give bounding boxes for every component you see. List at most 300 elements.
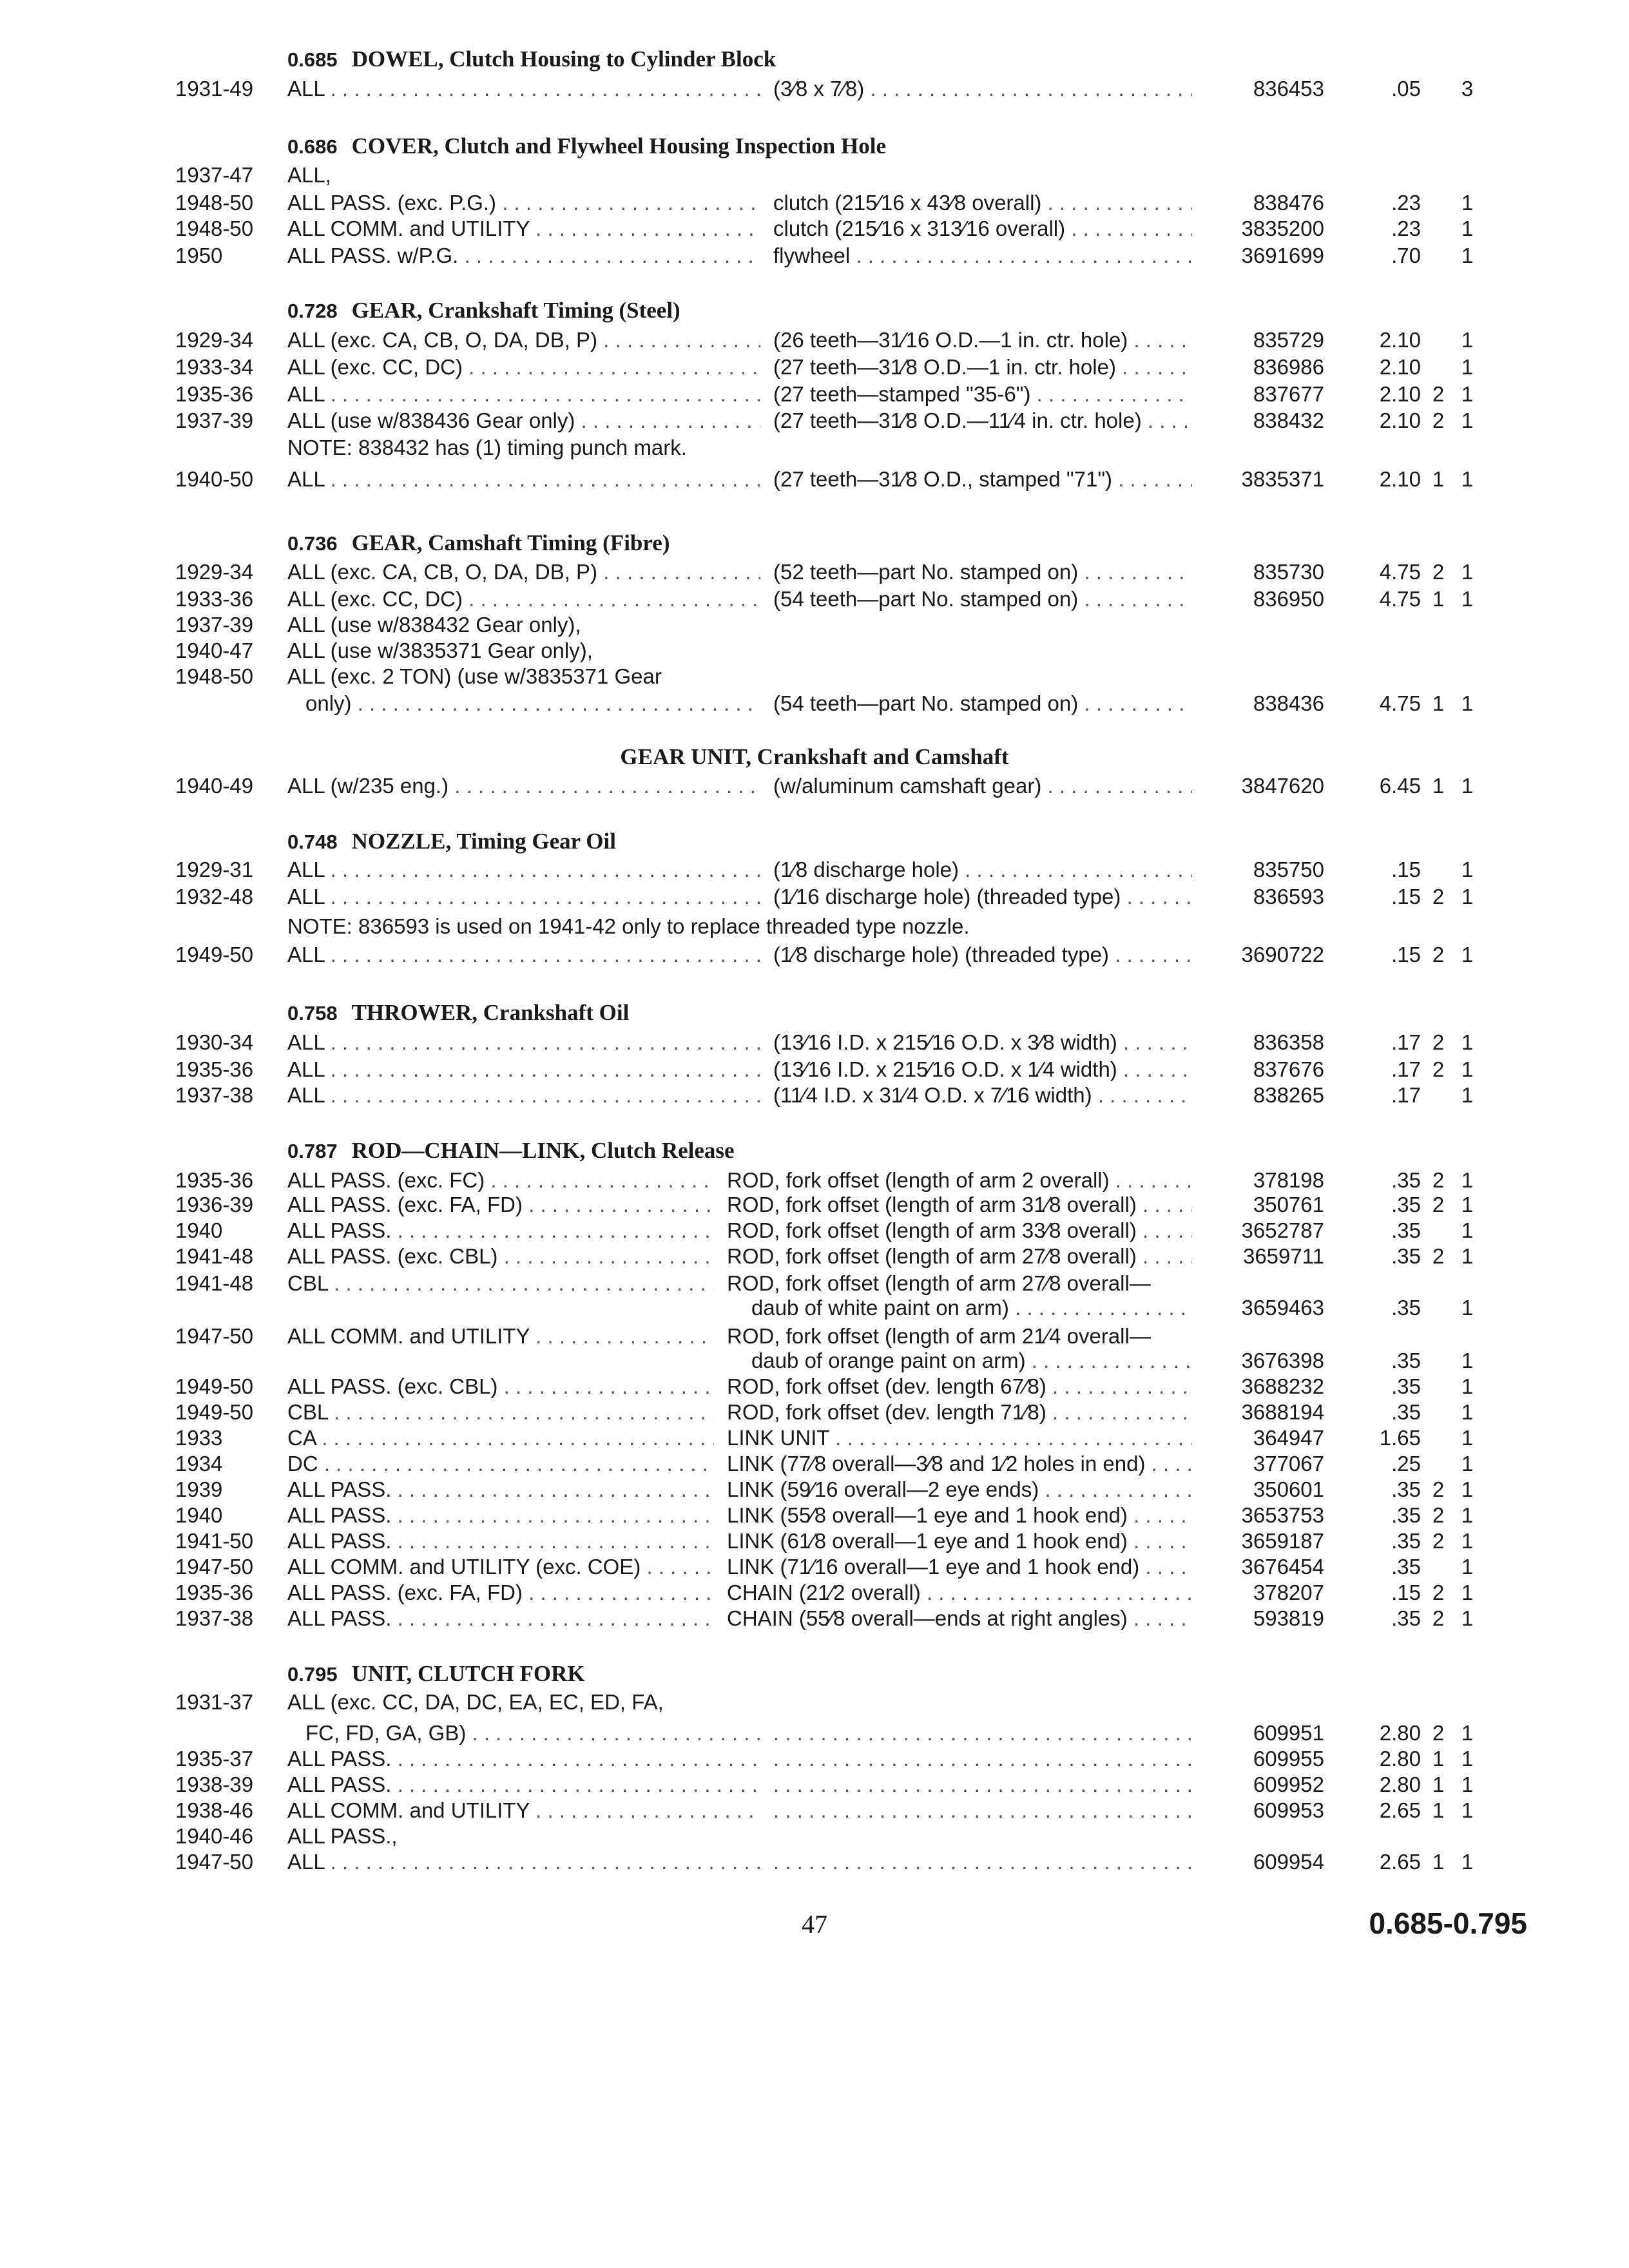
entry-description: ROD, fork offset (dev. length 71⁄8) . . . bbox=[727, 1399, 1192, 1425]
page-number: 47 bbox=[802, 1910, 827, 1939]
entry-part-number: 609954 bbox=[1253, 1850, 1324, 1874]
entry-part-number: 378207 bbox=[1253, 1581, 1324, 1604]
entry-description: (54 teeth—part No. stamped on) . . . bbox=[773, 691, 1192, 716]
entry-description: (1⁄16 discharge hole) (threaded type) . . . bbox=[773, 884, 1192, 910]
entry-qty-a: 2 bbox=[1432, 560, 1445, 584]
entry-price: 2.80 bbox=[1379, 1773, 1421, 1796]
entry-qty-b: 1 bbox=[1461, 1193, 1474, 1216]
entry-application: ALL PASS. . . . bbox=[287, 1528, 714, 1554]
entry-application: ALL (use w/838436 Gear only) . . . bbox=[287, 408, 760, 434]
entry-qty-b: 1 bbox=[1461, 1296, 1474, 1320]
section-number: 0.685 bbox=[287, 48, 338, 71]
entry-part-number: 3659187 bbox=[1241, 1529, 1324, 1553]
entry-part-number: 3847620 bbox=[1241, 774, 1324, 798]
entry-year: 1935-36 bbox=[175, 382, 254, 406]
entry-price: 2.10 bbox=[1379, 408, 1421, 432]
section-title: ROD—CHAIN—LINK, Clutch Release bbox=[351, 1138, 735, 1163]
entry-qty-a: 1 bbox=[1432, 1850, 1445, 1874]
entry-part-number: 836593 bbox=[1253, 885, 1324, 908]
entry-application: ALL . . . bbox=[287, 942, 760, 968]
section-header bbox=[287, 829, 616, 854]
entry-qty-a: 2 bbox=[1432, 1503, 1445, 1527]
entry-price: .35 bbox=[1391, 1477, 1421, 1501]
entry-qty-b: 1 bbox=[1461, 560, 1474, 584]
entry-qty-b: 1 bbox=[1461, 1798, 1474, 1822]
entry-qty-b: 1 bbox=[1461, 1850, 1474, 1874]
entry-price: .35 bbox=[1391, 1349, 1421, 1372]
entry-qty-a: 1 bbox=[1432, 691, 1445, 715]
entry-part-number: 3688232 bbox=[1241, 1374, 1324, 1398]
entry-qty-b: 1 bbox=[1461, 1452, 1474, 1475]
entry-description: LINK (59⁄16 overall—2 eye ends) . . . bbox=[727, 1477, 1192, 1503]
entry-year: 1937-39 bbox=[175, 408, 254, 432]
entry-part-number: 838436 bbox=[1253, 691, 1324, 715]
entry-application: ALL (use w/3835371 Gear only), bbox=[287, 639, 593, 662]
entry-qty-b: 1 bbox=[1461, 1747, 1474, 1771]
entry-qty-a: 1 bbox=[1432, 774, 1445, 798]
page-range: 0.685-0.795 bbox=[1369, 1907, 1527, 1940]
entry-description: clutch (215⁄16 x 313⁄16 overall) . . . bbox=[773, 216, 1192, 242]
entry-qty-b: 1 bbox=[1461, 1555, 1474, 1579]
entry-qty-b: 1 bbox=[1461, 885, 1474, 908]
entry-application: ALL PASS. . . . bbox=[287, 1606, 714, 1631]
entry-year: 1940-49 bbox=[175, 774, 254, 798]
entry-description: daub of orange paint on arm) . . . bbox=[751, 1348, 1192, 1374]
entry-price: 2.10 bbox=[1379, 328, 1421, 352]
entry-application: ALL PASS. (exc. FA, FD) . . . bbox=[287, 1192, 714, 1218]
entry-description: (27 teeth—31⁄8 O.D.—11⁄4 in. ctr. hole) . . . bbox=[773, 408, 1192, 434]
section-number: 0.787 bbox=[287, 1140, 338, 1162]
entry-description: ROD, fork offset (length of arm 2 overall) . . . bbox=[727, 1168, 1192, 1193]
section-title: UNIT, CLUTCH FORK bbox=[351, 1661, 585, 1686]
entry-qty-b: 1 bbox=[1461, 382, 1474, 406]
entry-description: (13⁄16 I.D. x 215⁄16 O.D. x 1⁄4 width) . . . bbox=[773, 1057, 1192, 1082]
section-number: 0.795 bbox=[287, 1663, 338, 1686]
entry-part-number: 3835200 bbox=[1241, 216, 1324, 240]
entry-qty-b: 1 bbox=[1461, 408, 1474, 432]
entry-price: .35 bbox=[1391, 1555, 1421, 1579]
entry-qty-a: 2 bbox=[1432, 1168, 1445, 1192]
entry-description: (3⁄8 x 7⁄8) . . . bbox=[773, 76, 1192, 102]
entry-year: 1941-50 bbox=[175, 1529, 254, 1553]
entry-description: LINK (77⁄8 overall—3⁄8 and 1⁄2 holes in end) . . . bbox=[727, 1451, 1192, 1477]
entry-application: ALL (exc. CC, DC) . . . bbox=[287, 586, 760, 612]
entry-qty-b: 1 bbox=[1461, 1477, 1474, 1501]
section-header bbox=[287, 1138, 735, 1164]
entry-year: 1930-34 bbox=[175, 1030, 254, 1054]
entry-description: LINK UNIT . . . bbox=[727, 1425, 1192, 1451]
entry-year: 1940-50 bbox=[175, 467, 254, 491]
entry-year: 1933-34 bbox=[175, 355, 254, 379]
entry-application: ALL PASS. w/P.G. . . . bbox=[287, 243, 760, 269]
entry-year: 1938-39 bbox=[175, 1773, 254, 1796]
entry-description-leader bbox=[773, 1849, 1192, 1875]
entry-part-number: 609951 bbox=[1253, 1721, 1324, 1745]
entry-application: ALL PASS. . . . bbox=[287, 1218, 714, 1244]
entry-application: ALL PASS. (exc. FA, FD) . . . bbox=[287, 1580, 714, 1606]
entry-part-number: 3690722 bbox=[1241, 943, 1324, 966]
entry-part-number: 3688194 bbox=[1241, 1400, 1324, 1424]
section-header bbox=[287, 1661, 585, 1687]
entry-qty-b: 1 bbox=[1461, 355, 1474, 379]
entry-description: (1⁄8 discharge hole) (threaded type) . . . bbox=[773, 942, 1192, 968]
entry-application: ALL . . . bbox=[287, 1849, 760, 1875]
entry-part-number: 3659711 bbox=[1242, 1244, 1324, 1268]
entry-application: ALL COMM. and UTILITY . . . bbox=[287, 216, 760, 242]
section-title: COVER, Clutch and Flywheel Housing Inspection Hole bbox=[351, 133, 886, 159]
entry-description: (27 teeth—31⁄8 O.D.—1 in. ctr. hole) . . . bbox=[773, 354, 1192, 380]
entry-application: ALL PASS. (exc. P.G.) . . . bbox=[287, 190, 760, 216]
entry-price: .23 bbox=[1391, 191, 1421, 215]
entry-year: 1940 bbox=[175, 1218, 223, 1242]
entry-description: (52 teeth—part No. stamped on) . . . bbox=[773, 559, 1192, 585]
entry-description: (26 teeth—31⁄16 O.D.—1 in. ctr. hole) . . . bbox=[773, 327, 1192, 353]
entry-part-number: 3691699 bbox=[1241, 244, 1324, 267]
section-title: THROWER, Crankshaft Oil bbox=[351, 1000, 630, 1025]
entry-description: (54 teeth—part No. stamped on) . . . bbox=[773, 586, 1192, 612]
entry-price: .35 bbox=[1391, 1193, 1421, 1216]
entry-qty-b: 1 bbox=[1461, 1244, 1474, 1268]
entry-application: ALL (exc. CA, CB, O, DA, DB, P) . . . bbox=[287, 327, 760, 353]
entry-qty-b: 1 bbox=[1461, 1426, 1474, 1450]
entry-application: ALL (exc. CC, DC) . . . bbox=[287, 354, 760, 380]
entry-part-number: 3653753 bbox=[1241, 1503, 1324, 1527]
section-number: 0.736 bbox=[287, 532, 338, 555]
entry-year: 1929-34 bbox=[175, 560, 254, 584]
entry-part-number: 378198 bbox=[1253, 1168, 1324, 1192]
entry-year: 1931-37 bbox=[175, 1690, 254, 1714]
entry-description: (27 teeth—stamped "35-6") . . . bbox=[773, 381, 1192, 407]
entry-year: 1935-36 bbox=[175, 1057, 254, 1081]
entry-price: .35 bbox=[1391, 1296, 1421, 1320]
entry-year: 1934 bbox=[175, 1452, 223, 1475]
entry-qty-b: 1 bbox=[1461, 216, 1474, 240]
section-number: 0.758 bbox=[287, 1002, 338, 1024]
entry-qty-a: 2 bbox=[1432, 1193, 1445, 1216]
entry-description: clutch (215⁄16 x 43⁄8 overall) . . . bbox=[773, 190, 1192, 216]
section-number: 0.748 bbox=[287, 831, 338, 853]
entry-price: 2.65 bbox=[1379, 1850, 1421, 1874]
entry-price: .25 bbox=[1391, 1452, 1421, 1475]
entry-application: ALL . . . bbox=[287, 884, 760, 910]
entry-part-number: 836950 bbox=[1253, 587, 1324, 611]
entry-price: .70 bbox=[1391, 244, 1421, 267]
entry-qty-a: 1 bbox=[1432, 1773, 1445, 1796]
entry-year: 1939 bbox=[175, 1477, 223, 1501]
entry-description: daub of white paint on arm) . . . bbox=[751, 1295, 1192, 1321]
entry-year: 1929-34 bbox=[175, 328, 254, 352]
section-title: GEAR, Crankshaft Timing (Steel) bbox=[351, 298, 680, 323]
entry-part-number: 838265 bbox=[1253, 1083, 1324, 1107]
entry-price: .17 bbox=[1391, 1057, 1421, 1081]
entry-part-number: 3676454 bbox=[1241, 1555, 1324, 1579]
entry-application: ALL PASS., bbox=[287, 1824, 398, 1848]
entry-price: 2.10 bbox=[1379, 355, 1421, 379]
entry-application: ALL PASS. . . . bbox=[287, 1477, 714, 1503]
entry-application: ALL PASS. . . . bbox=[287, 1772, 760, 1798]
entry-application: ALL COMM. and UTILITY (exc. COE) . . . bbox=[287, 1554, 714, 1580]
entry-year: 1935-36 bbox=[175, 1168, 254, 1192]
entry-note: NOTE: 838432 has (1) timing punch mark. bbox=[287, 436, 687, 459]
entry-price: .35 bbox=[1391, 1374, 1421, 1398]
entry-application: FC, FD, GA, GB) . . . bbox=[305, 1720, 760, 1746]
entry-qty-b: 1 bbox=[1461, 1606, 1474, 1630]
entry-qty-b: 1 bbox=[1461, 858, 1474, 881]
section-header bbox=[287, 298, 680, 323]
entry-application: only) . . . bbox=[305, 691, 760, 716]
entry-qty-b: 1 bbox=[1461, 1349, 1474, 1372]
entry-price: .23 bbox=[1391, 216, 1421, 240]
section-header bbox=[0, 744, 1629, 770]
entry-application: ALL (w/235 eng.) . . . bbox=[287, 773, 760, 799]
entry-application: ALL . . . bbox=[287, 76, 760, 102]
entry-application: ALL (use w/838432 Gear only), bbox=[287, 613, 581, 637]
entry-description: CHAIN (55⁄8 overall—ends at right angles) . . . bbox=[727, 1606, 1192, 1631]
entry-year: 1948-50 bbox=[175, 664, 254, 688]
section-title: DOWEL, Clutch Housing to Cylinder Block bbox=[351, 46, 776, 72]
entry-description: LINK (71⁄16 overall—1 eye and 1 hook end) . . . bbox=[727, 1554, 1192, 1580]
entry-year: 1948-50 bbox=[175, 216, 254, 240]
entry-description: LINK (55⁄8 overall—1 eye and 1 hook end) . . . bbox=[727, 1503, 1192, 1528]
entry-application: ALL PASS. (exc. FC) . . . bbox=[287, 1168, 714, 1193]
section-title: NOZZLE, Timing Gear Oil bbox=[351, 829, 616, 854]
entry-price: .05 bbox=[1391, 77, 1421, 101]
entry-application: ALL . . . bbox=[287, 1057, 760, 1082]
entry-year: 1947-50 bbox=[175, 1324, 254, 1348]
entry-price: .35 bbox=[1391, 1503, 1421, 1527]
entry-description: CHAIN (21⁄2 overall) . . . bbox=[727, 1580, 1192, 1606]
entry-qty-a: 1 bbox=[1432, 587, 1445, 611]
entry-description: (w/aluminum camshaft gear) . . . bbox=[773, 773, 1192, 799]
section-header bbox=[287, 1000, 629, 1026]
entry-application: CBL . . . bbox=[287, 1271, 714, 1296]
entry-qty-a: 2 bbox=[1432, 885, 1445, 908]
entry-qty-a: 2 bbox=[1432, 1721, 1445, 1745]
entry-part-number: 835729 bbox=[1253, 328, 1324, 352]
entry-description-leader bbox=[773, 1746, 1192, 1772]
entry-year: 1935-37 bbox=[175, 1747, 254, 1771]
entry-part-number: 837677 bbox=[1253, 382, 1324, 406]
entry-application: ALL (exc. CA, CB, O, DA, DB, P) . . . bbox=[287, 559, 760, 585]
entry-price: 2.10 bbox=[1379, 382, 1421, 406]
entry-qty-b: 1 bbox=[1461, 1529, 1474, 1553]
entry-price: .15 bbox=[1391, 858, 1421, 881]
entry-qty-b: 1 bbox=[1461, 328, 1474, 352]
entry-year: 1940-46 bbox=[175, 1824, 254, 1848]
entry-application: ALL COMM. and UTILITY . . . bbox=[287, 1798, 760, 1823]
entry-qty-b: 1 bbox=[1461, 587, 1474, 611]
entry-qty-a: 2 bbox=[1432, 1244, 1445, 1268]
entry-year: 1935-36 bbox=[175, 1581, 254, 1604]
entry-qty-b: 3 bbox=[1461, 77, 1474, 101]
entry-price: 6.45 bbox=[1379, 774, 1421, 798]
entry-description-leader bbox=[773, 1772, 1192, 1798]
entry-description: LINK (61⁄8 overall—1 eye and 1 hook end) . . . bbox=[727, 1528, 1192, 1554]
entry-qty-b: 1 bbox=[1461, 774, 1474, 798]
entry-part-number: 609952 bbox=[1253, 1773, 1324, 1796]
entry-year: 1937-47 bbox=[175, 163, 254, 187]
entry-qty-b: 1 bbox=[1461, 1057, 1474, 1081]
entry-application: ALL, bbox=[287, 163, 331, 187]
entry-year: 1949-50 bbox=[175, 1400, 254, 1424]
entry-part-number: 377067 bbox=[1253, 1452, 1324, 1475]
entry-application: ALL PASS. . . . bbox=[287, 1746, 760, 1772]
entry-year: 1937-39 bbox=[175, 613, 254, 637]
entry-year: 1937-38 bbox=[175, 1083, 254, 1107]
entry-year: 1949-50 bbox=[175, 1374, 254, 1398]
entry-price: .15 bbox=[1391, 885, 1421, 908]
entry-qty-a: 2 bbox=[1432, 1030, 1445, 1054]
entry-price: .35 bbox=[1391, 1400, 1421, 1424]
entry-price: .35 bbox=[1391, 1168, 1421, 1192]
entry-year: 1950 bbox=[175, 244, 223, 267]
entry-qty-b: 1 bbox=[1461, 1374, 1474, 1398]
entry-description: (27 teeth—31⁄8 O.D., stamped "71") . . . bbox=[773, 466, 1192, 492]
entry-part-number: 836453 bbox=[1253, 77, 1324, 101]
entry-part-number: 835750 bbox=[1253, 858, 1324, 881]
entry-application: ALL . . . bbox=[287, 857, 760, 883]
entry-qty-b: 1 bbox=[1461, 943, 1474, 966]
entry-year: 1933 bbox=[175, 1426, 223, 1450]
entry-application: ALL . . . bbox=[287, 1082, 760, 1108]
entry-year: 1932-48 bbox=[175, 885, 254, 908]
entry-year: 1941-48 bbox=[175, 1271, 254, 1295]
entry-description: (11⁄4 I.D. x 31⁄4 O.D. x 7⁄16 width) . . . bbox=[773, 1082, 1192, 1108]
entry-application: DC . . . bbox=[287, 1451, 714, 1477]
entry-qty-a: 1 bbox=[1432, 1747, 1445, 1771]
entry-qty-b: 1 bbox=[1461, 1400, 1474, 1424]
entry-price: .17 bbox=[1391, 1083, 1421, 1107]
entry-qty-b: 1 bbox=[1461, 1218, 1474, 1242]
entry-price: .15 bbox=[1391, 1581, 1421, 1604]
entry-qty-b: 1 bbox=[1461, 1721, 1474, 1745]
entry-qty-a: 2 bbox=[1432, 1606, 1445, 1630]
entry-part-number: 3676398 bbox=[1241, 1349, 1324, 1372]
entry-price: 2.80 bbox=[1379, 1721, 1421, 1745]
entry-year: 1947-50 bbox=[175, 1555, 254, 1579]
entry-part-number: 3652787 bbox=[1241, 1218, 1324, 1242]
section-number: 0.728 bbox=[287, 300, 338, 322]
entry-qty-b: 1 bbox=[1461, 191, 1474, 215]
entry-year: 1931-49 bbox=[175, 77, 254, 101]
section-title: GEAR UNIT, Crankshaft and Camshaft bbox=[620, 744, 1009, 769]
entry-price: .35 bbox=[1391, 1529, 1421, 1553]
entry-qty-a: 1 bbox=[1432, 467, 1445, 491]
entry-description: (1⁄8 discharge hole) . . . bbox=[773, 857, 1192, 883]
entry-application: ALL (exc. CC, DA, DC, EA, EC, ED, FA, bbox=[287, 1690, 664, 1714]
entry-qty-a: 2 bbox=[1432, 1057, 1445, 1081]
entry-description-leader bbox=[773, 1798, 1192, 1823]
entry-year: 1936-39 bbox=[175, 1193, 254, 1216]
entry-part-number: 837676 bbox=[1253, 1057, 1324, 1081]
entry-description: ROD, fork offset (length of arm 31⁄8 overall) . . . bbox=[727, 1192, 1192, 1218]
entry-description: ROD, fork offset (length of arm 27⁄8 overall— bbox=[727, 1271, 1151, 1295]
section-header bbox=[287, 530, 670, 556]
entry-application: ALL . . . bbox=[287, 381, 760, 407]
entry-price: 4.75 bbox=[1379, 560, 1421, 584]
entry-year: 1937-38 bbox=[175, 1606, 254, 1630]
entry-qty-b: 1 bbox=[1461, 691, 1474, 715]
entry-qty-a: 2 bbox=[1432, 1581, 1445, 1604]
entry-part-number: 350761 bbox=[1253, 1193, 1324, 1216]
entry-part-number: 609953 bbox=[1253, 1798, 1324, 1822]
entry-year: 1929-31 bbox=[175, 858, 254, 881]
entry-qty-a: 2 bbox=[1432, 1529, 1445, 1553]
entry-part-number: 609955 bbox=[1253, 1747, 1324, 1771]
entry-application: ALL PASS. (exc. CBL) . . . bbox=[287, 1244, 714, 1269]
entry-application: ALL COMM. and UTILITY . . . bbox=[287, 1323, 714, 1349]
entry-qty-a: 2 bbox=[1432, 382, 1445, 406]
entry-description: flywheel . . . bbox=[773, 243, 1192, 269]
entry-qty-a: 2 bbox=[1432, 943, 1445, 966]
entry-year: 1933-36 bbox=[175, 587, 254, 611]
entry-part-number: 364947 bbox=[1253, 1426, 1324, 1450]
entry-qty-b: 1 bbox=[1461, 1083, 1474, 1107]
section-number: 0.686 bbox=[287, 135, 338, 158]
entry-part-number: 835730 bbox=[1253, 560, 1324, 584]
entry-qty-b: 1 bbox=[1461, 1503, 1474, 1527]
entry-description: (13⁄16 I.D. x 215⁄16 O.D. x 3⁄8 width) . . . bbox=[773, 1030, 1192, 1055]
entry-part-number: 350601 bbox=[1253, 1477, 1324, 1501]
entry-year: 1940 bbox=[175, 1503, 223, 1527]
entry-part-number: 3659463 bbox=[1241, 1296, 1324, 1320]
entry-part-number: 836358 bbox=[1253, 1030, 1324, 1054]
entry-qty-b: 1 bbox=[1461, 1581, 1474, 1604]
entry-application: ALL PASS. (exc. CBL) . . . bbox=[287, 1374, 714, 1399]
entry-qty-a: 2 bbox=[1432, 1477, 1445, 1501]
entry-price: 2.65 bbox=[1379, 1798, 1421, 1822]
entry-description: ROD, fork offset (length of arm 33⁄8 overall) . . . bbox=[727, 1218, 1192, 1244]
entry-part-number: 3835371 bbox=[1241, 467, 1324, 491]
entry-year: 1949-50 bbox=[175, 943, 254, 966]
section-title: GEAR, Camshaft Timing (Fibre) bbox=[351, 530, 670, 555]
entry-year: 1948-50 bbox=[175, 191, 254, 215]
entry-qty-b: 1 bbox=[1461, 1030, 1474, 1054]
entry-year: 1941-48 bbox=[175, 1244, 254, 1268]
entry-application: ALL . . . bbox=[287, 466, 760, 492]
section-header bbox=[287, 133, 886, 159]
entry-qty-a: 2 bbox=[1432, 408, 1445, 432]
entry-part-number: 836986 bbox=[1253, 355, 1324, 379]
entry-qty-b: 1 bbox=[1461, 244, 1474, 267]
entry-qty-b: 1 bbox=[1461, 1773, 1474, 1796]
entry-part-number: 838476 bbox=[1253, 191, 1324, 215]
entry-application: CBL . . . bbox=[287, 1399, 714, 1425]
entry-price: .35 bbox=[1391, 1218, 1421, 1242]
entry-price: .17 bbox=[1391, 1030, 1421, 1054]
entry-price: .35 bbox=[1391, 1244, 1421, 1268]
entry-application: ALL (exc. 2 TON) (use w/3835371 Gear bbox=[287, 664, 662, 688]
entry-price: .35 bbox=[1391, 1606, 1421, 1630]
entry-price: 4.75 bbox=[1379, 691, 1421, 715]
entry-year: 1938-46 bbox=[175, 1798, 254, 1822]
entry-application: CA . . . bbox=[287, 1425, 714, 1451]
entry-description: ROD, fork offset (length of arm 27⁄8 overall) . . . bbox=[727, 1244, 1192, 1269]
entry-price: 1.65 bbox=[1379, 1426, 1421, 1450]
entry-price: 2.10 bbox=[1379, 467, 1421, 491]
entry-description-leader bbox=[773, 1720, 1192, 1746]
entry-year: 1947-50 bbox=[175, 1850, 254, 1874]
entry-note: NOTE: 836593 is used on 1941-42 only to replace threaded type nozzle. bbox=[287, 914, 970, 938]
entry-qty-b: 1 bbox=[1461, 467, 1474, 491]
entry-price: 4.75 bbox=[1379, 587, 1421, 611]
entry-application: ALL . . . bbox=[287, 1030, 760, 1055]
entry-qty-b: 1 bbox=[1461, 1168, 1474, 1192]
entry-year: 1940-47 bbox=[175, 639, 254, 662]
section-header bbox=[287, 46, 776, 72]
entry-application: ALL PASS. . . . bbox=[287, 1503, 714, 1528]
entry-description: ROD, fork offset (dev. length 67⁄8) . . . bbox=[727, 1374, 1192, 1399]
